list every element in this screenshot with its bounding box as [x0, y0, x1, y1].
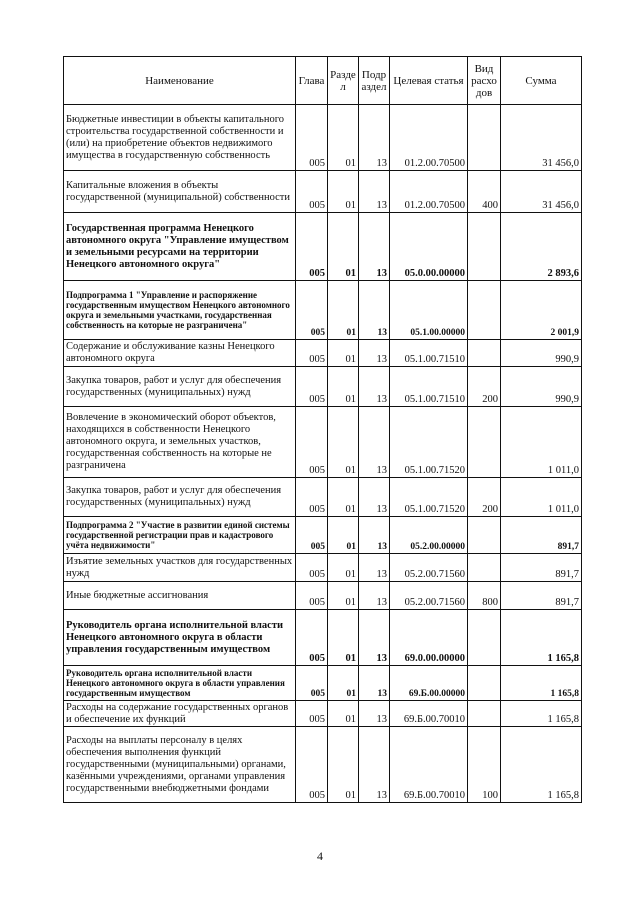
- row-razdel: 01: [328, 105, 359, 171]
- row-sum: 2 001,9: [501, 281, 582, 340]
- header-podrazdel: Подр аздел: [359, 57, 390, 105]
- row-target: 69.0.00.00000: [390, 610, 468, 666]
- row-target: 05.1.00.71510: [390, 340, 468, 367]
- row-razdel: 01: [328, 701, 359, 727]
- row-glava: 005: [296, 367, 328, 407]
- row-razdel: 01: [328, 517, 359, 554]
- row-target: 05.1.00.71520: [390, 478, 468, 517]
- table-row: [64, 517, 582, 554]
- row-target: 05.0.00.00000: [390, 213, 468, 281]
- table-row: [64, 105, 582, 171]
- row-vid: [468, 610, 501, 666]
- row-razdel: 01: [328, 610, 359, 666]
- row-glava: 005: [296, 340, 328, 367]
- row-podrazdel: 13: [359, 582, 390, 610]
- table-row: [64, 610, 582, 666]
- row-razdel: 01: [328, 171, 359, 213]
- row-target: 05.2.00.71560: [390, 582, 468, 610]
- row-name: Капитальные вложения в объекты государственной (муниципальной) собственности: [64, 171, 296, 213]
- row-name: Расходы на содержание государственных органов и обеспечение их функций: [64, 701, 296, 727]
- row-target: 69.Б.00.00000: [390, 666, 468, 701]
- row-vid: 800: [468, 582, 501, 610]
- row-sum: 1 165,8: [501, 701, 582, 727]
- row-name: Подпрограмма 2 "Участие в развитии единой системы государственной регистрации прав и кадастрового учёта недвижимости": [64, 517, 296, 554]
- table-row: [64, 171, 582, 213]
- row-razdel: 01: [328, 407, 359, 478]
- row-razdel: 01: [328, 554, 359, 582]
- row-podrazdel: 13: [359, 517, 390, 554]
- row-name: Иные бюджетные ассигнования: [64, 582, 296, 610]
- row-vid: [468, 407, 501, 478]
- row-glava: 005: [296, 407, 328, 478]
- table-row: [64, 666, 582, 701]
- table-row: [64, 582, 582, 610]
- row-glava: 005: [296, 582, 328, 610]
- row-target: 01.2.00.70500: [390, 105, 468, 171]
- row-name: Закупка товаров, работ и услуг для обеспечения государственных (муниципальных) нужд: [64, 367, 296, 407]
- row-podrazdel: 13: [359, 105, 390, 171]
- budget-table: [63, 56, 582, 803]
- row-name: Бюджетные инвестиции в объекты капитального строительства государственной собственности и (или) на приобретение объектов недвижимого имущества в государственную собственность: [64, 105, 296, 171]
- row-podrazdel: 13: [359, 701, 390, 727]
- row-sum: 1 011,0: [501, 407, 582, 478]
- row-target: 01.2.00.70500: [390, 171, 468, 213]
- row-razdel: 01: [328, 727, 359, 803]
- table-row: [64, 701, 582, 727]
- row-vid: [468, 213, 501, 281]
- row-razdel: 01: [328, 582, 359, 610]
- row-razdel: 01: [328, 340, 359, 367]
- row-podrazdel: 13: [359, 407, 390, 478]
- row-vid: [468, 517, 501, 554]
- row-sum: 2 893,6: [501, 213, 582, 281]
- header-razdel: Разде л: [328, 57, 359, 105]
- row-vid: 400: [468, 171, 501, 213]
- row-name: Изъятие земельных участков для государственных нужд: [64, 554, 296, 582]
- row-glava: 005: [296, 213, 328, 281]
- row-glava: 005: [296, 554, 328, 582]
- row-sum: 1 165,8: [501, 610, 582, 666]
- row-vid: 200: [468, 478, 501, 517]
- row-glava: 005: [296, 517, 328, 554]
- row-vid: [468, 340, 501, 367]
- row-podrazdel: 13: [359, 666, 390, 701]
- row-podrazdel: 13: [359, 367, 390, 407]
- row-name: Содержание и обслуживание казны Ненецкого автономного округа: [64, 340, 296, 367]
- row-name: Руководитель органа исполнительной власти Ненецкого автономного округа в области управления государственным имуществом: [64, 666, 296, 701]
- row-razdel: 01: [328, 281, 359, 340]
- row-podrazdel: 13: [359, 478, 390, 517]
- header-target: Целевая статья: [390, 57, 468, 105]
- row-target: 05.1.00.00000: [390, 281, 468, 340]
- row-target: 05.1.00.71520: [390, 407, 468, 478]
- row-sum: 1 165,8: [501, 727, 582, 803]
- table-row: [64, 213, 582, 281]
- table-row: [64, 340, 582, 367]
- row-name: Расходы на выплаты персоналу в целях обеспечения выполнения функций государственными (муниципальными) органами, казёнными учреждениями, органами управления государственными внебюджетными фондами: [64, 727, 296, 803]
- row-sum: 31 456,0: [501, 171, 582, 213]
- row-target: 69.Б.00.70010: [390, 701, 468, 727]
- row-name: Государственная программа Ненецкого автономного округа "Управление имуществом и земельными ресурсами на территории Ненецкого автономного округа": [64, 213, 296, 281]
- row-target: 05.2.00.00000: [390, 517, 468, 554]
- row-sum: 1 011,0: [501, 478, 582, 517]
- header-glava: Глава: [296, 57, 328, 105]
- row-name: Закупка товаров, работ и услуг для обеспечения государственных (муниципальных) нужд: [64, 478, 296, 517]
- row-target: 05.2.00.71560: [390, 554, 468, 582]
- row-glava: 005: [296, 478, 328, 517]
- row-razdel: 01: [328, 478, 359, 517]
- table-row: [64, 727, 582, 803]
- row-glava: 005: [296, 105, 328, 171]
- row-glava: 005: [296, 281, 328, 340]
- table-header-row: [64, 57, 582, 105]
- row-target: 05.1.00.71510: [390, 367, 468, 407]
- row-podrazdel: 13: [359, 727, 390, 803]
- row-vid: [468, 554, 501, 582]
- row-razdel: 01: [328, 666, 359, 701]
- row-sum: 31 456,0: [501, 105, 582, 171]
- row-glava: 005: [296, 610, 328, 666]
- row-name: Вовлечение в экономический оборот объектов, находящихся в собственности Ненецкого автономного округа, и земельных участков, государственная собственность на которые не разграничена: [64, 407, 296, 478]
- row-sum: 891,7: [501, 554, 582, 582]
- row-sum: 891,7: [501, 517, 582, 554]
- row-sum: 891,7: [501, 582, 582, 610]
- row-vid: 100: [468, 727, 501, 803]
- table-row: [64, 281, 582, 340]
- row-glava: 005: [296, 171, 328, 213]
- header-name: Наименование: [64, 57, 296, 105]
- row-vid: [468, 281, 501, 340]
- row-razdel: 01: [328, 367, 359, 407]
- row-sum: 1 165,8: [501, 666, 582, 701]
- row-glava: 005: [296, 727, 328, 803]
- page-number: 4: [317, 849, 323, 863]
- row-razdel: 01: [328, 213, 359, 281]
- row-name: Подпрограмма 1 "Управление и распоряжение государственным имуществом Ненецкого автономного округа и земельными участками, государственная собственность на которые не разграничена": [64, 281, 296, 340]
- row-sum: 990,9: [501, 340, 582, 367]
- table-row: [64, 407, 582, 478]
- row-vid: [468, 105, 501, 171]
- row-vid: [468, 666, 501, 701]
- table-row: [64, 367, 582, 407]
- table-row: [64, 554, 582, 582]
- row-target: 69.Б.00.70010: [390, 727, 468, 803]
- header-vid: Вид расхо дов: [468, 57, 501, 105]
- row-vid: [468, 701, 501, 727]
- header-sum: Сумма: [501, 57, 582, 105]
- row-podrazdel: 13: [359, 554, 390, 582]
- row-sum: 990,9: [501, 367, 582, 407]
- row-podrazdel: 13: [359, 281, 390, 340]
- row-podrazdel: 13: [359, 340, 390, 367]
- row-podrazdel: 13: [359, 610, 390, 666]
- row-glava: 005: [296, 701, 328, 727]
- table-row: [64, 478, 582, 517]
- row-podrazdel: 13: [359, 213, 390, 281]
- row-vid: 200: [468, 367, 501, 407]
- row-name: Руководитель органа исполнительной власти Ненецкого автономного округа в области управления государственным имуществом: [64, 610, 296, 666]
- row-glava: 005: [296, 666, 328, 701]
- row-podrazdel: 13: [359, 171, 390, 213]
